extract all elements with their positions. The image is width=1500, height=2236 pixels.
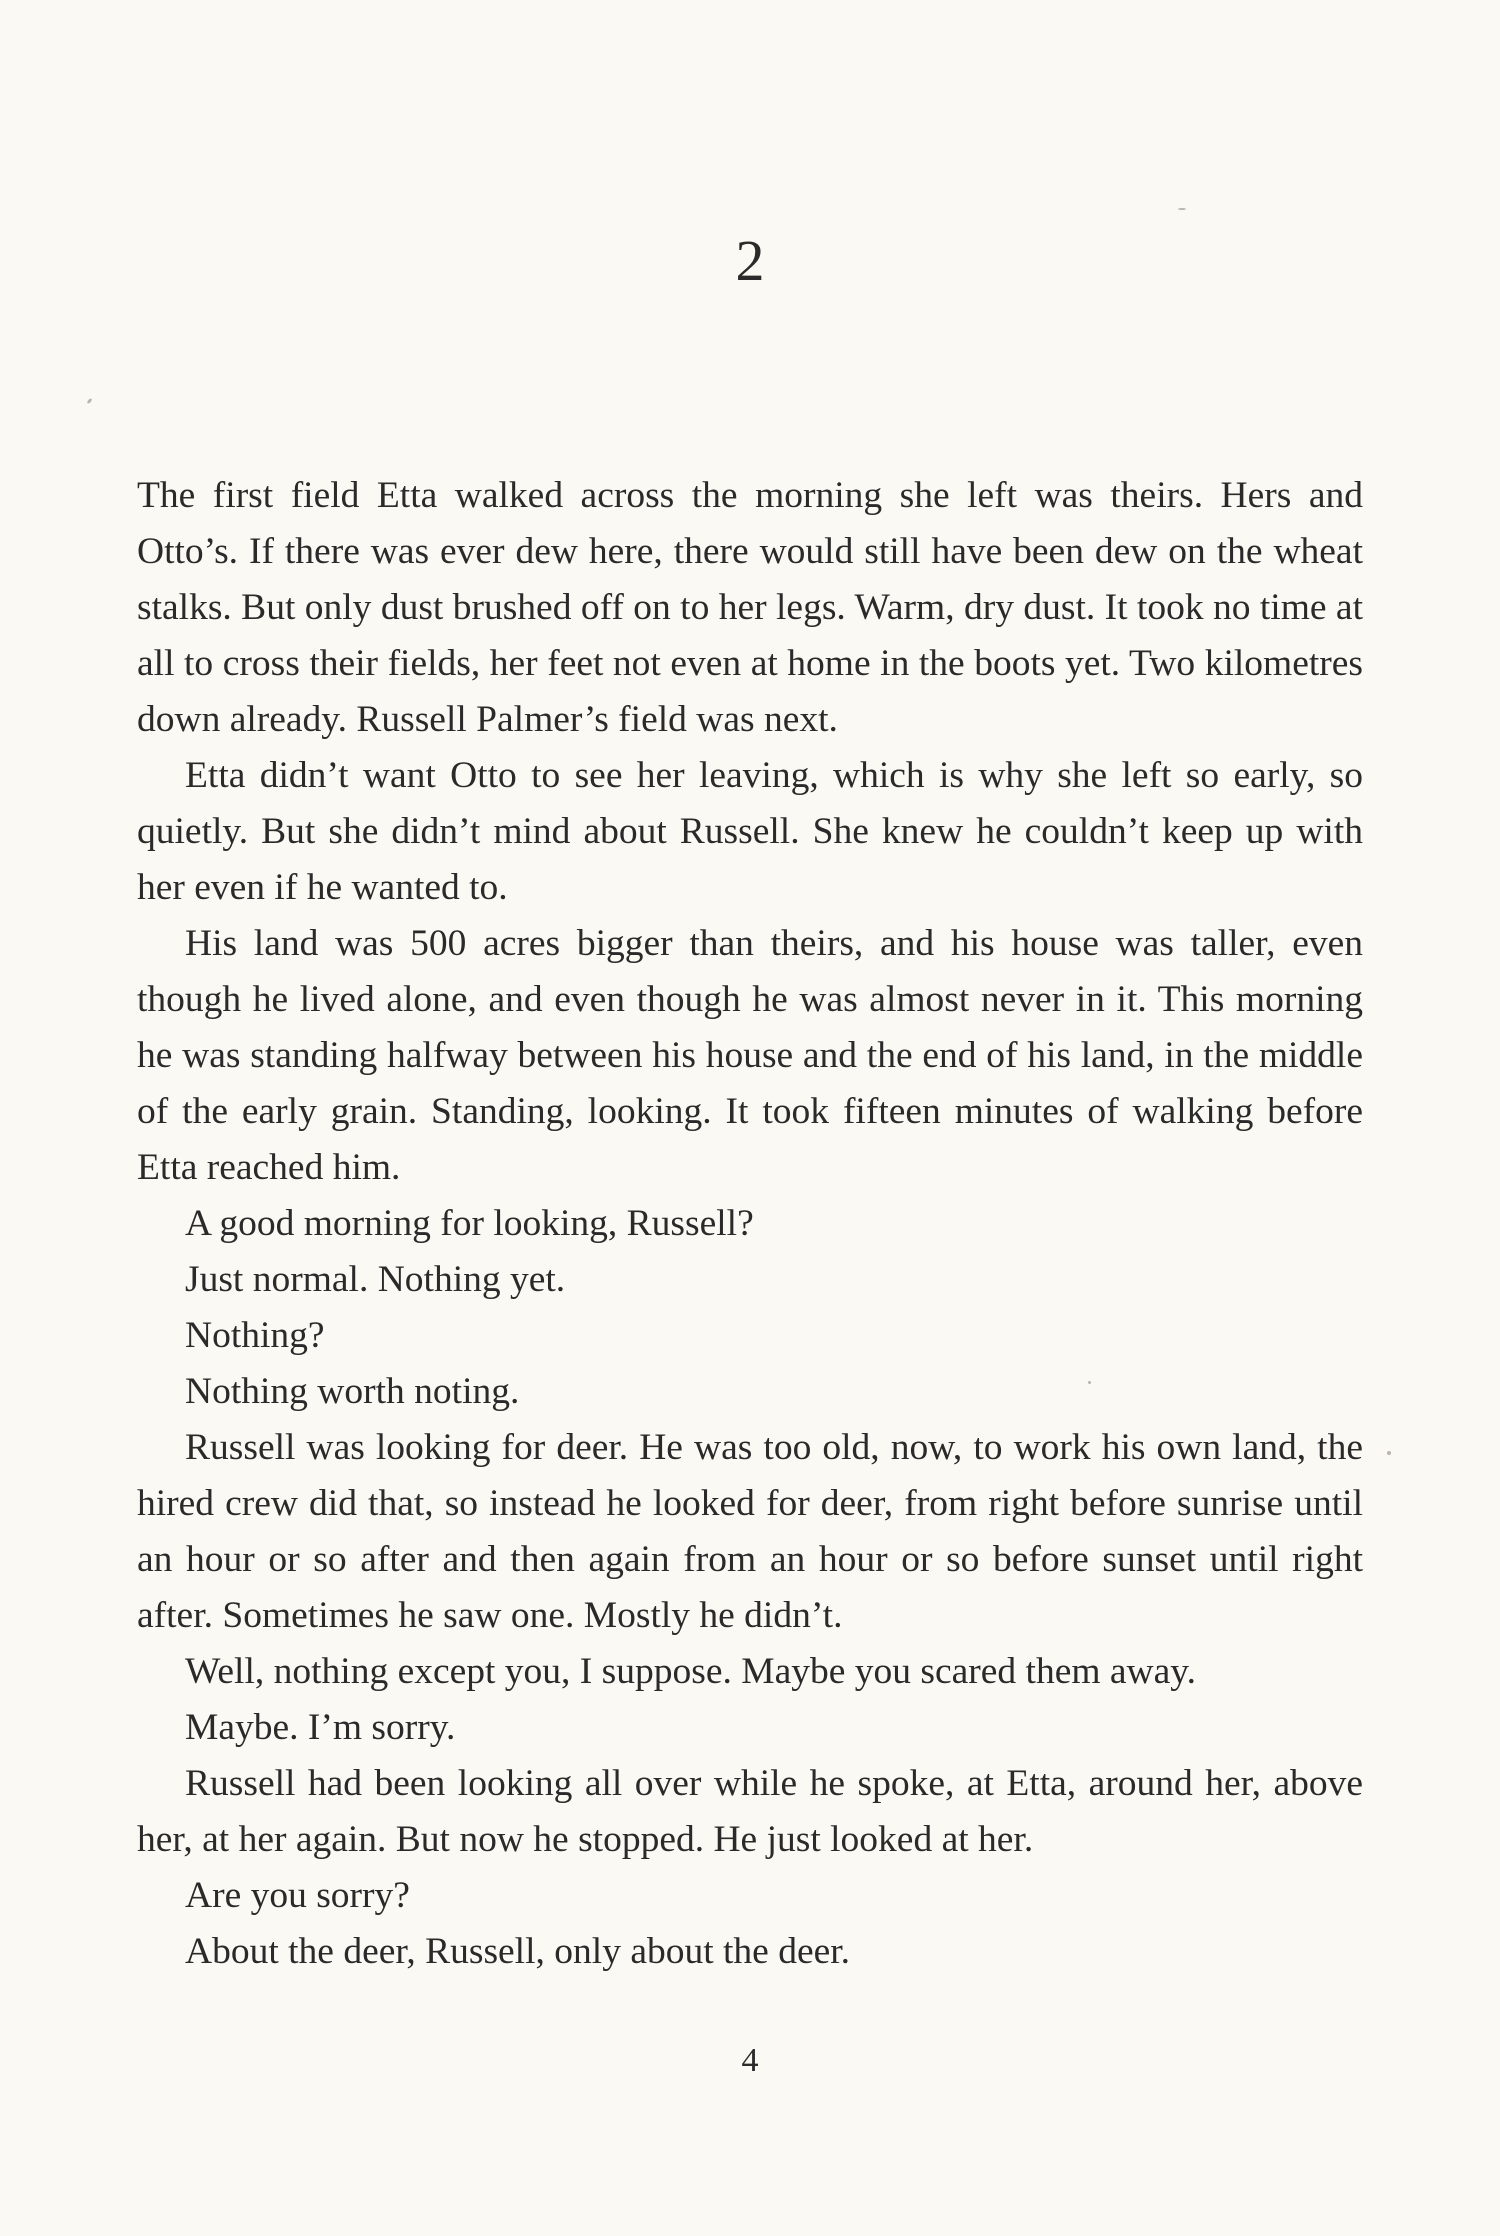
paragraph: Russell had been looking all over while he spoke, at Etta, around her, above her, at her again. But now he stopped. He just looked at her. xyxy=(137,1763,1363,1860)
paper-speck xyxy=(1387,1451,1391,1455)
paragraph: The first field Etta walked across the morning she left was theirs. Hers and Otto’s. If there was ever dew here, there would still have been dew on the wheat stalks. But only dust brushed off on to her legs. Warm, dry dust. It took no time at all to cross their fields, her feet not even at home in the boots yet. Two kilometres down already. Russell Palmer’s field was next. xyxy=(137,475,1363,740)
paper-speck xyxy=(1088,1381,1091,1384)
paper-speck xyxy=(86,398,92,405)
dialogue-line: Are you sorry? xyxy=(185,1875,410,1916)
paragraph: Etta didn’t want Otto to see her leaving, which is why she left so early, so quietly. But she didn’t mind about Russell. She knew he couldn’t keep up with her even if he wanted to. xyxy=(137,755,1363,908)
page-number: 4 xyxy=(741,2042,759,2079)
dialogue-line: Nothing? xyxy=(185,1315,325,1356)
chapter-body xyxy=(137,468,1363,1980)
dialogue-line: Maybe. I’m sorry. xyxy=(185,1707,456,1748)
dialogue-line: Nothing worth noting. xyxy=(185,1371,520,1412)
dialogue-line: A good morning for looking, Russell? xyxy=(185,1203,754,1244)
dialogue-line: Well, nothing except you, I suppose. Maybe you scared them away. xyxy=(185,1651,1196,1692)
paragraph: Russell was looking for deer. He was too old, now, to work his own land, the hired crew did that, so instead he looked for deer, from right before sunrise until an hour or so after and then again from an hour or so before sunset until right after. Sometimes he saw one. Mostly he didn’t. xyxy=(137,1427,1363,1636)
dialogue-line: Just normal. Nothing yet. xyxy=(185,1259,566,1300)
paper-speck xyxy=(1178,208,1186,210)
paragraph: His land was 500 acres bigger than theirs, and his house was taller, even though he lived alone, and even though he was almost never in it. This morning he was standing halfway between his house and the end of his land, in the middle of the early grain. Standing, looking. It took fifteen minutes of walking before Etta reached him. xyxy=(137,923,1363,1188)
chapter-number: 2 xyxy=(735,228,765,293)
dialogue-line: About the deer, Russell, only about the deer. xyxy=(185,1931,851,1972)
